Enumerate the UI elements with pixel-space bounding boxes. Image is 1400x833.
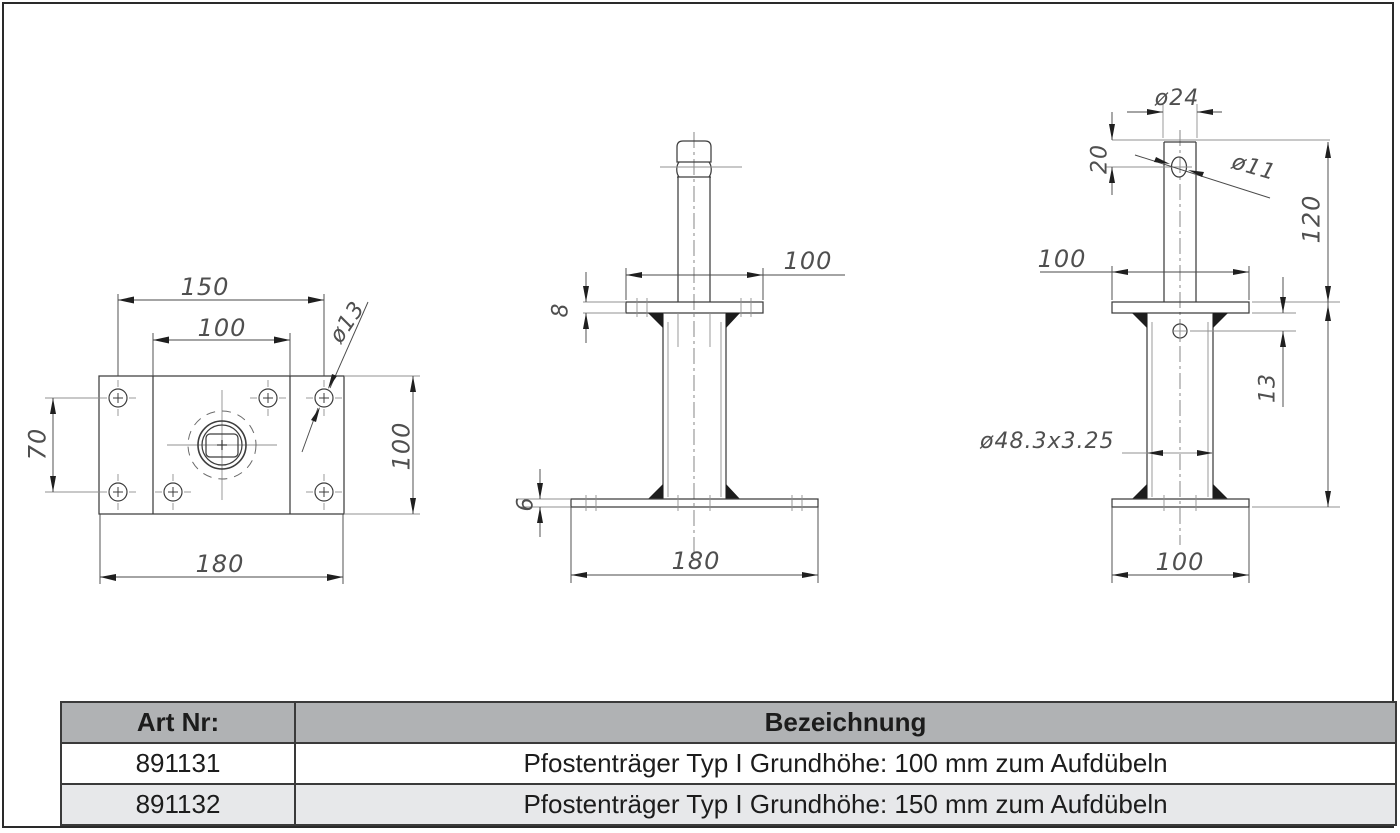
cell-artnr-891132: 891132 xyxy=(61,784,295,825)
dim-label-hole-dia: ø13 xyxy=(324,296,371,348)
cell-artnr-891131: 891131 xyxy=(61,743,295,784)
dim-label-100-side-top: 100 xyxy=(1037,245,1087,273)
dim-label-plate-100: 100 xyxy=(783,247,833,275)
dim-label-100-side-bottom: 100 xyxy=(1155,548,1205,576)
col-header-artnr: Art Nr: xyxy=(61,702,295,743)
dim-label-100-depth: 100 xyxy=(387,421,416,471)
dim-label-bolt-dia: ø24 xyxy=(1154,86,1200,111)
view-top-baseplate xyxy=(23,273,420,584)
table-row-891131 xyxy=(61,743,1396,784)
front-view-geometry xyxy=(518,132,818,556)
front-view-dimensions xyxy=(537,268,845,583)
dim-label-150: 150 xyxy=(180,273,230,301)
hole-bottom-right xyxy=(306,474,342,510)
hole-top-right xyxy=(306,380,342,416)
parts-table xyxy=(60,701,1397,826)
dim-label-tube-spec: ø48.3x3.25 xyxy=(980,429,1115,454)
dim-label-100-inner: 100 xyxy=(197,314,247,342)
dim-label-180: 180 xyxy=(195,550,245,578)
table-header-row xyxy=(61,702,1396,743)
cell-bezeichnung-891132: Pfostenträger Typ I Grundhöhe: 150 mm zum Aufdübeln xyxy=(295,784,1396,825)
hole-top-left xyxy=(100,380,136,416)
dim-label-120: 120 xyxy=(1297,194,1326,244)
view-front-elevation xyxy=(514,132,845,583)
table-row-891132 xyxy=(61,784,1396,825)
dim-label-6: 6 xyxy=(513,496,539,512)
dim-label-8: 8 xyxy=(548,302,574,318)
dim-label-20: 20 xyxy=(1087,144,1113,174)
cell-bezeichnung-891131: Pfostenträger Typ I Grundhöhe: 100 mm zum Aufdübeln xyxy=(295,743,1396,784)
view-side-elevation xyxy=(979,86,1340,583)
dim-label-hole-dia-side: ø11 xyxy=(1228,149,1279,186)
top-view-geometry xyxy=(99,376,420,514)
dim-label-70: 70 xyxy=(23,427,52,461)
dim-label-13: 13 xyxy=(1255,373,1281,403)
hole-inner-bottom xyxy=(155,474,191,510)
hole-bottom-left xyxy=(100,474,136,510)
hole-inner-top xyxy=(250,380,286,416)
dim-label-180-front: 180 xyxy=(671,547,721,575)
side-view-geometry xyxy=(1112,130,1249,545)
side-view-dimensions xyxy=(1037,104,1340,583)
col-header-bezeichnung: Bezeichnung xyxy=(295,702,1396,743)
